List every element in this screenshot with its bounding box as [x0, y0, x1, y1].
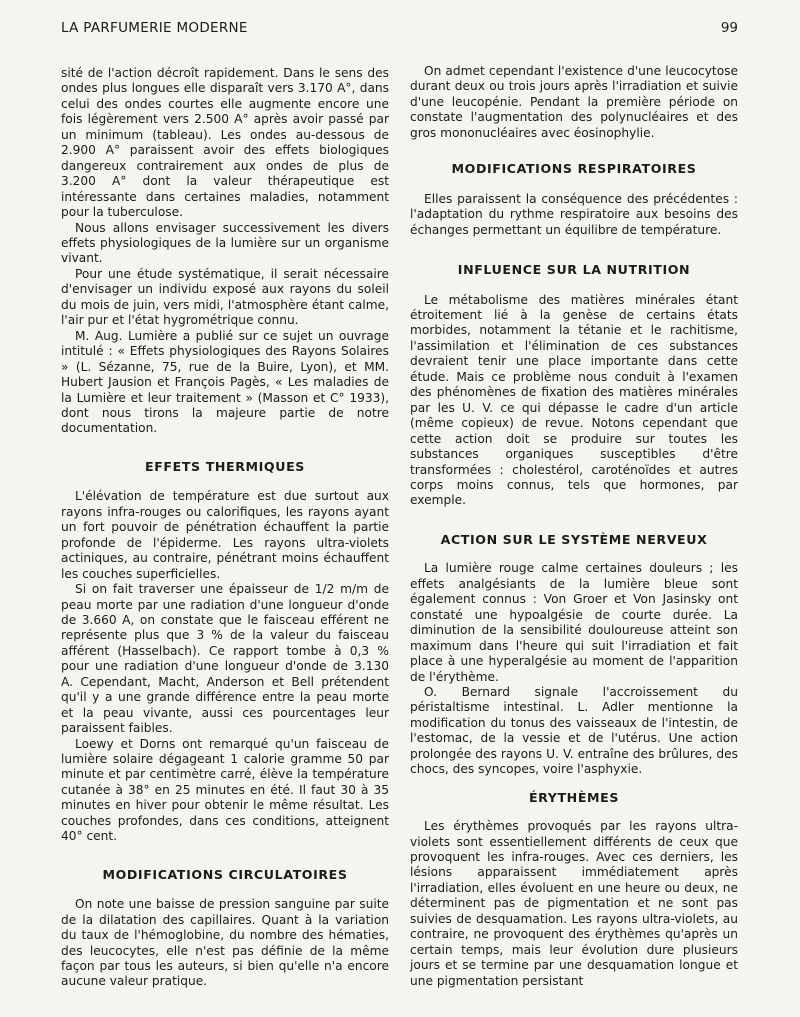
paragraph: On note une baisse de pression sanguine par suite de la dilatation des capillaires. Quant à la variation du taux de l'hémoglobine, du nombre des hématies, des leucocytes, elle n'est pas définie de la même façon par tous les auteurs, si bien qu'elle n'a encore aucune valeur pratique.: [61, 897, 389, 989]
paragraph: Pour une étude systématique, il serait nécessaire d'envisager un individu exposé aux rayons du soleil du mois de juin, vers midi, l'atmosphère étant calme, l'air pur et l'état hygrométrique connu.: [61, 266, 389, 328]
section-heading-erythemes: ÉRYTHÈMES: [528, 789, 620, 805]
left-column: [61, 66, 389, 990]
paragraph: O. Bernard signale l'accroissement du péristaltisme intestinal. L. Adler mentionne la modification du tonus des vaisseaux de l'intestin, de l'estomac, de la vessie et de l'utérus. Une action prolongée des rayons U. V. entraîne des brûlures, des chocs, des syncopes, voire l'asphyxie.: [410, 684, 738, 777]
page-header: [61, 20, 738, 40]
paragraph: Le métabolisme des matières minérales étant étroitement lié à la genèse de certains états morbides, notamment la tétanie et le rachitisme, l'assimilation et l'élimination de ces substances devraient tenir une place importante dans cette étude. Mais ce problème nous conduit à l'examen des phénomènes de fixation des matières minérales par les U. V. ce qui dépasse le cadre d'un article (même copieux) de revue. Notons cependant que cette action doit se produire sur toutes les substances organiques susceptibles d'être transformées : cholestérol, caroténoïdes et autres corps moins connus, tels que hormones, par exemple.: [410, 292, 738, 508]
right-column: [410, 64, 738, 989]
paragraph: Loewy et Dorns ont remarqué qu'un faisceau de lumière solaire dégageant 1 calorie gramme 50 par minute et par centimètre carré, élève la température cutanée à 38° en 25 minutes en été. Il faut 30 à 35 minutes en hiver pour obtenir le même résultat. Les couches profondes, dans ces conditions, atteignent 40° cent.: [61, 736, 389, 844]
paragraph: sité de l'action décroît rapidement. Dans le sens des ondes plus longues elle disparaît vers 3.170 A°, dans celui des ondes courtes elle augmente encore une fois légèrement vers 2.500 A° après avoir passé par un minimum (tableau). Les ondes au-dessous de 2.900 A° paraissent avoir des effets biologiques dangereux contrairement aux ondes de plus de 3.200 A° dont la valeur thérapeutique est intéressante dans certaines maladies, notamment pour la tuberculose.: [61, 66, 389, 220]
running-title: LA PARFUMERIE MODERNE: [61, 20, 248, 36]
paragraph: Les érythèmes provoqués par les rayons ultra-violets sont essentiellement différents de ceux que provoquent les infra-rouges. Avec ces derniers, les lésions apparaissent immédiatement après l'irradiation, elles évoluent en une heure ou deux, ne déterminent pas de pigmentation et ne sont pas suivies de desquamation. Les rayons ultra-violets, au contraire, ne provoquent des érythèmes qu'après un certain temps, mais leur évolution dure plusieurs jours et se termine par une desquamation longue et une pigmentation persistant: [410, 819, 738, 988]
paragraph: La lumière rouge calme certaines douleurs ; les effets analgésiants de la lumière bleue sont également connus : Von Groer et Von Jasinsky ont constaté une hypoalgésie de courte durée. La diminution de la sensibilité douloureuse atteint son maximum dans l'heure qui suit l'irradiation et fait place à une hyperalgésie au moment de l'apparition de l'érythème.: [410, 561, 738, 684]
paragraph: Si on fait traverser une épaisseur de 1/2 m/m de peau morte par une radiation d'une longueur d'onde de 3.660 A, on constate que le faisceau efférent ne représente plus que 3 % de la valeur du faisceau afférent (Hasselbach). Ce rapport tombe à 0,3 % pour une radiation d'une longueur d'onde de 3.130 A. Cependant, Macht, Anderson et Bell prétendent qu'il y a une grande différence entre la peau morte et la peau vivante, aussi ces pourcentages leur paraissent faibles.: [61, 582, 389, 736]
paragraph: On admet cependant l'existence d'une leucocytose durant deux ou trois jours après l'irradiation et suivie d'une leucopénie. Pendant la première période on constate l'augmentation des polynucléaires et des gros mononucléaires avec éosinophylie.: [410, 64, 738, 140]
section-heading-influence-nutrition: INFLUENCE SUR LA NUTRITION: [457, 262, 691, 278]
paragraph: L'élévation de température est due surtout aux rayons infra-rouges ou calorifiques, les rayons ayant un fort pouvoir de pénétration échauffent la partie profonde de l'épiderme. Les rayons ultra-violets actiniques, au contraire, pénétrant moins échauffent les couches superficielles.: [61, 489, 389, 581]
section-heading-effets-thermiques: EFFETS THERMIQUES: [145, 458, 305, 474]
section-heading-modifications-respiratoires: MODIFICATIONS RESPIRATOIRES: [451, 161, 697, 177]
section-heading-modifications-circulatoires: MODIFICATIONS CIRCULATOIRES: [102, 866, 348, 882]
paragraph: M. Aug. Lumière a publié sur ce sujet un ouvrage intitulé : « Effets physiologiques des Rayons Solaires » (L. Sézanne, 75, rue de la Buire, Lyon), et MM. Hubert Jausion et François Pagès, « Les maladies de la Lumière et leur traitement » (Masson et C° 1933), dont nous tirons la majeure partie de notre documentation.: [61, 328, 389, 436]
section-heading-systeme-nerveux: ACTION SUR LE SYSTÈME NERVEUX: [440, 531, 708, 547]
page-number: 99: [720, 20, 738, 36]
paragraph: Elles paraissent la conséquence des précédentes : l'adaptation du rythme respiratoire aux besoins des échanges permettant un équilibre de température.: [410, 191, 738, 237]
paragraph: Nous allons envisager successivement les divers effets physiologiques de la lumière sur un organisme vivant.: [61, 220, 389, 266]
